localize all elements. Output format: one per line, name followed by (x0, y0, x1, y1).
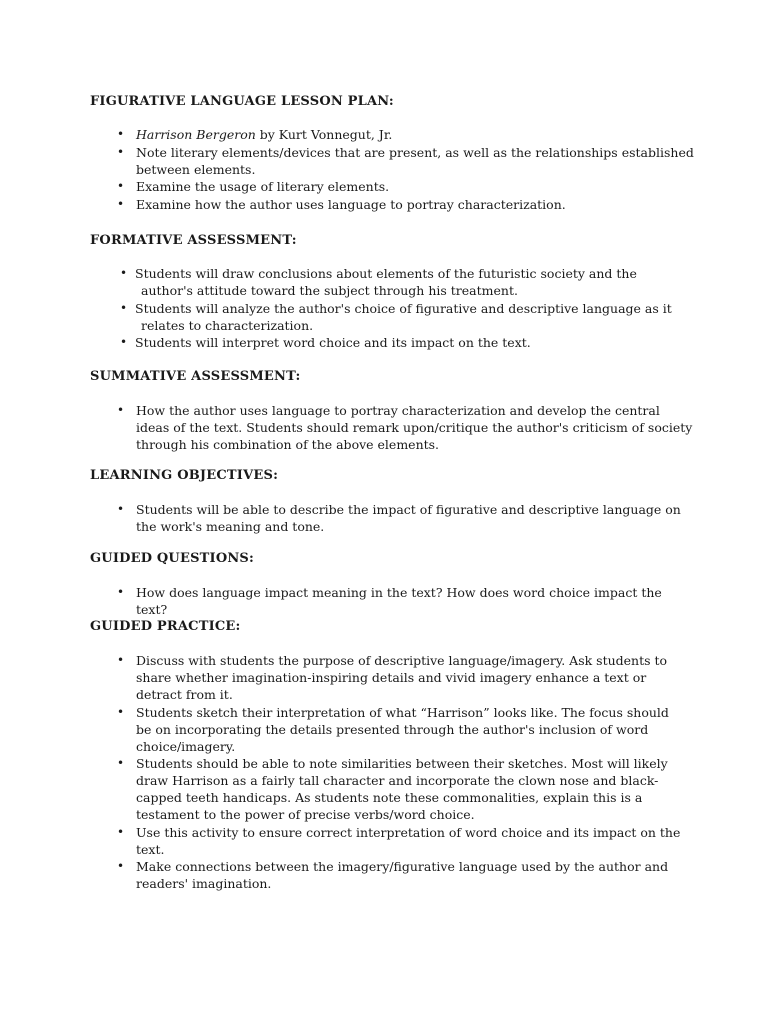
list-item (0, 858, 768, 892)
book-title: Harrison Bergeron (136, 127, 256, 142)
bullet-list (0, 402, 768, 454)
list-item-text: Students should be able to note similarities between their sketches. Most will likely draw Harrison as a fairly tall character and incorporate the clown nose and black-capped teeth handicaps. As students note these commonalities, explain this is a testament to the power of precise verbs/word choice. (136, 756, 668, 822)
bullet-icon: • (117, 859, 125, 873)
bullet-icon: • (117, 653, 125, 667)
bullet-icon: • (117, 704, 125, 719)
list-item-text: by Kurt Vonnegut, Jr. (255, 127, 393, 142)
list-item (0, 704, 768, 755)
bullet-icon: • (117, 127, 125, 141)
list-item (0, 126, 768, 143)
list-item-text: Examine the usage of literary elements. (136, 179, 390, 194)
bullet-icon: • (120, 300, 128, 315)
bullet-list (0, 652, 768, 893)
bullet-icon: • (120, 266, 128, 280)
list-item (0, 144, 768, 178)
section-heading: FIGURATIVE LANGUAGE LESSON PLAN: (90, 94, 394, 109)
bullet-icon: • (117, 585, 125, 599)
list-item-text: Students will interpret word choice and its impact on the text. (135, 335, 531, 350)
list-item (0, 178, 768, 195)
bullet-icon: • (117, 144, 125, 159)
list-item-text: Students will draw conclusions about elements of the futuristic society and the author's attitude toward the subject through his treatment. (135, 266, 637, 298)
list-item-text: Students sketch their interpretation of what “Harrison” looks like. The focus should be on incorporating the details presented through the author's inclusion of word choice/imagery. (136, 704, 669, 754)
list-item (0, 265, 768, 299)
list-item (0, 196, 768, 213)
list-item-text: How the author uses language to portray characterization and develop the central ideas of the text. Students should remark upon/critique the author's criticism of society through his combination of the above elements. (136, 403, 693, 452)
bullet-icon: • (120, 335, 128, 349)
list-item (0, 334, 768, 351)
bullet-list (0, 126, 768, 213)
section-heading: GUIDED QUESTIONS: (90, 551, 255, 566)
bullet-list (0, 265, 768, 352)
list-item-text: Students will analyze the author's choice of figurative and descriptive language as it relates to characterization. (135, 300, 672, 333)
list-item (0, 755, 768, 823)
bullet-list (0, 584, 768, 619)
list-item-text: Make connections between the imagery/figurative language used by the author and readers' imagination. (136, 859, 669, 891)
bullet-icon: • (117, 824, 125, 839)
bullet-icon: • (117, 196, 125, 211)
list-item (0, 824, 768, 858)
list-item (0, 501, 768, 535)
list-item-text: Examine how the author uses language to portray characterization. (136, 196, 566, 212)
list-item (0, 300, 768, 334)
list-item-text: Use this activity to ensure correct interpretation of word choice and its impact on the text. (136, 824, 681, 857)
bullet-icon: • (117, 756, 125, 770)
section-heading: LEARNING OBJECTIVES: (90, 468, 279, 483)
section-heading: GUIDED PRACTICE: (90, 619, 241, 634)
list-item-text: Discuss with students the purpose of descriptive language/imagery. Ask students to share whether imagination-inspiring details and vivid imagery enhance a text or detract from it. (136, 653, 668, 702)
bullet-icon: • (117, 403, 125, 417)
list-item (0, 652, 768, 703)
bullet-icon: • (117, 179, 125, 193)
list-item-text: Students will be able to describe the impact of figurative and descriptive language on the work's meaning and tone. (136, 502, 681, 534)
list-item-text: How does language impact meaning in the text? How does word choice impact the text? (136, 585, 662, 617)
section-heading: SUMMATIVE ASSESSMENT: (90, 369, 301, 384)
bullet-list (0, 501, 768, 536)
bullet-icon: • (117, 502, 125, 516)
list-item (0, 402, 768, 453)
section-heading: FORMATIVE ASSESSMENT: (90, 233, 297, 248)
list-item (0, 584, 768, 618)
list-item-text: Note literary elements/devices that are present, as well as the relationships established between elements. (136, 144, 694, 177)
